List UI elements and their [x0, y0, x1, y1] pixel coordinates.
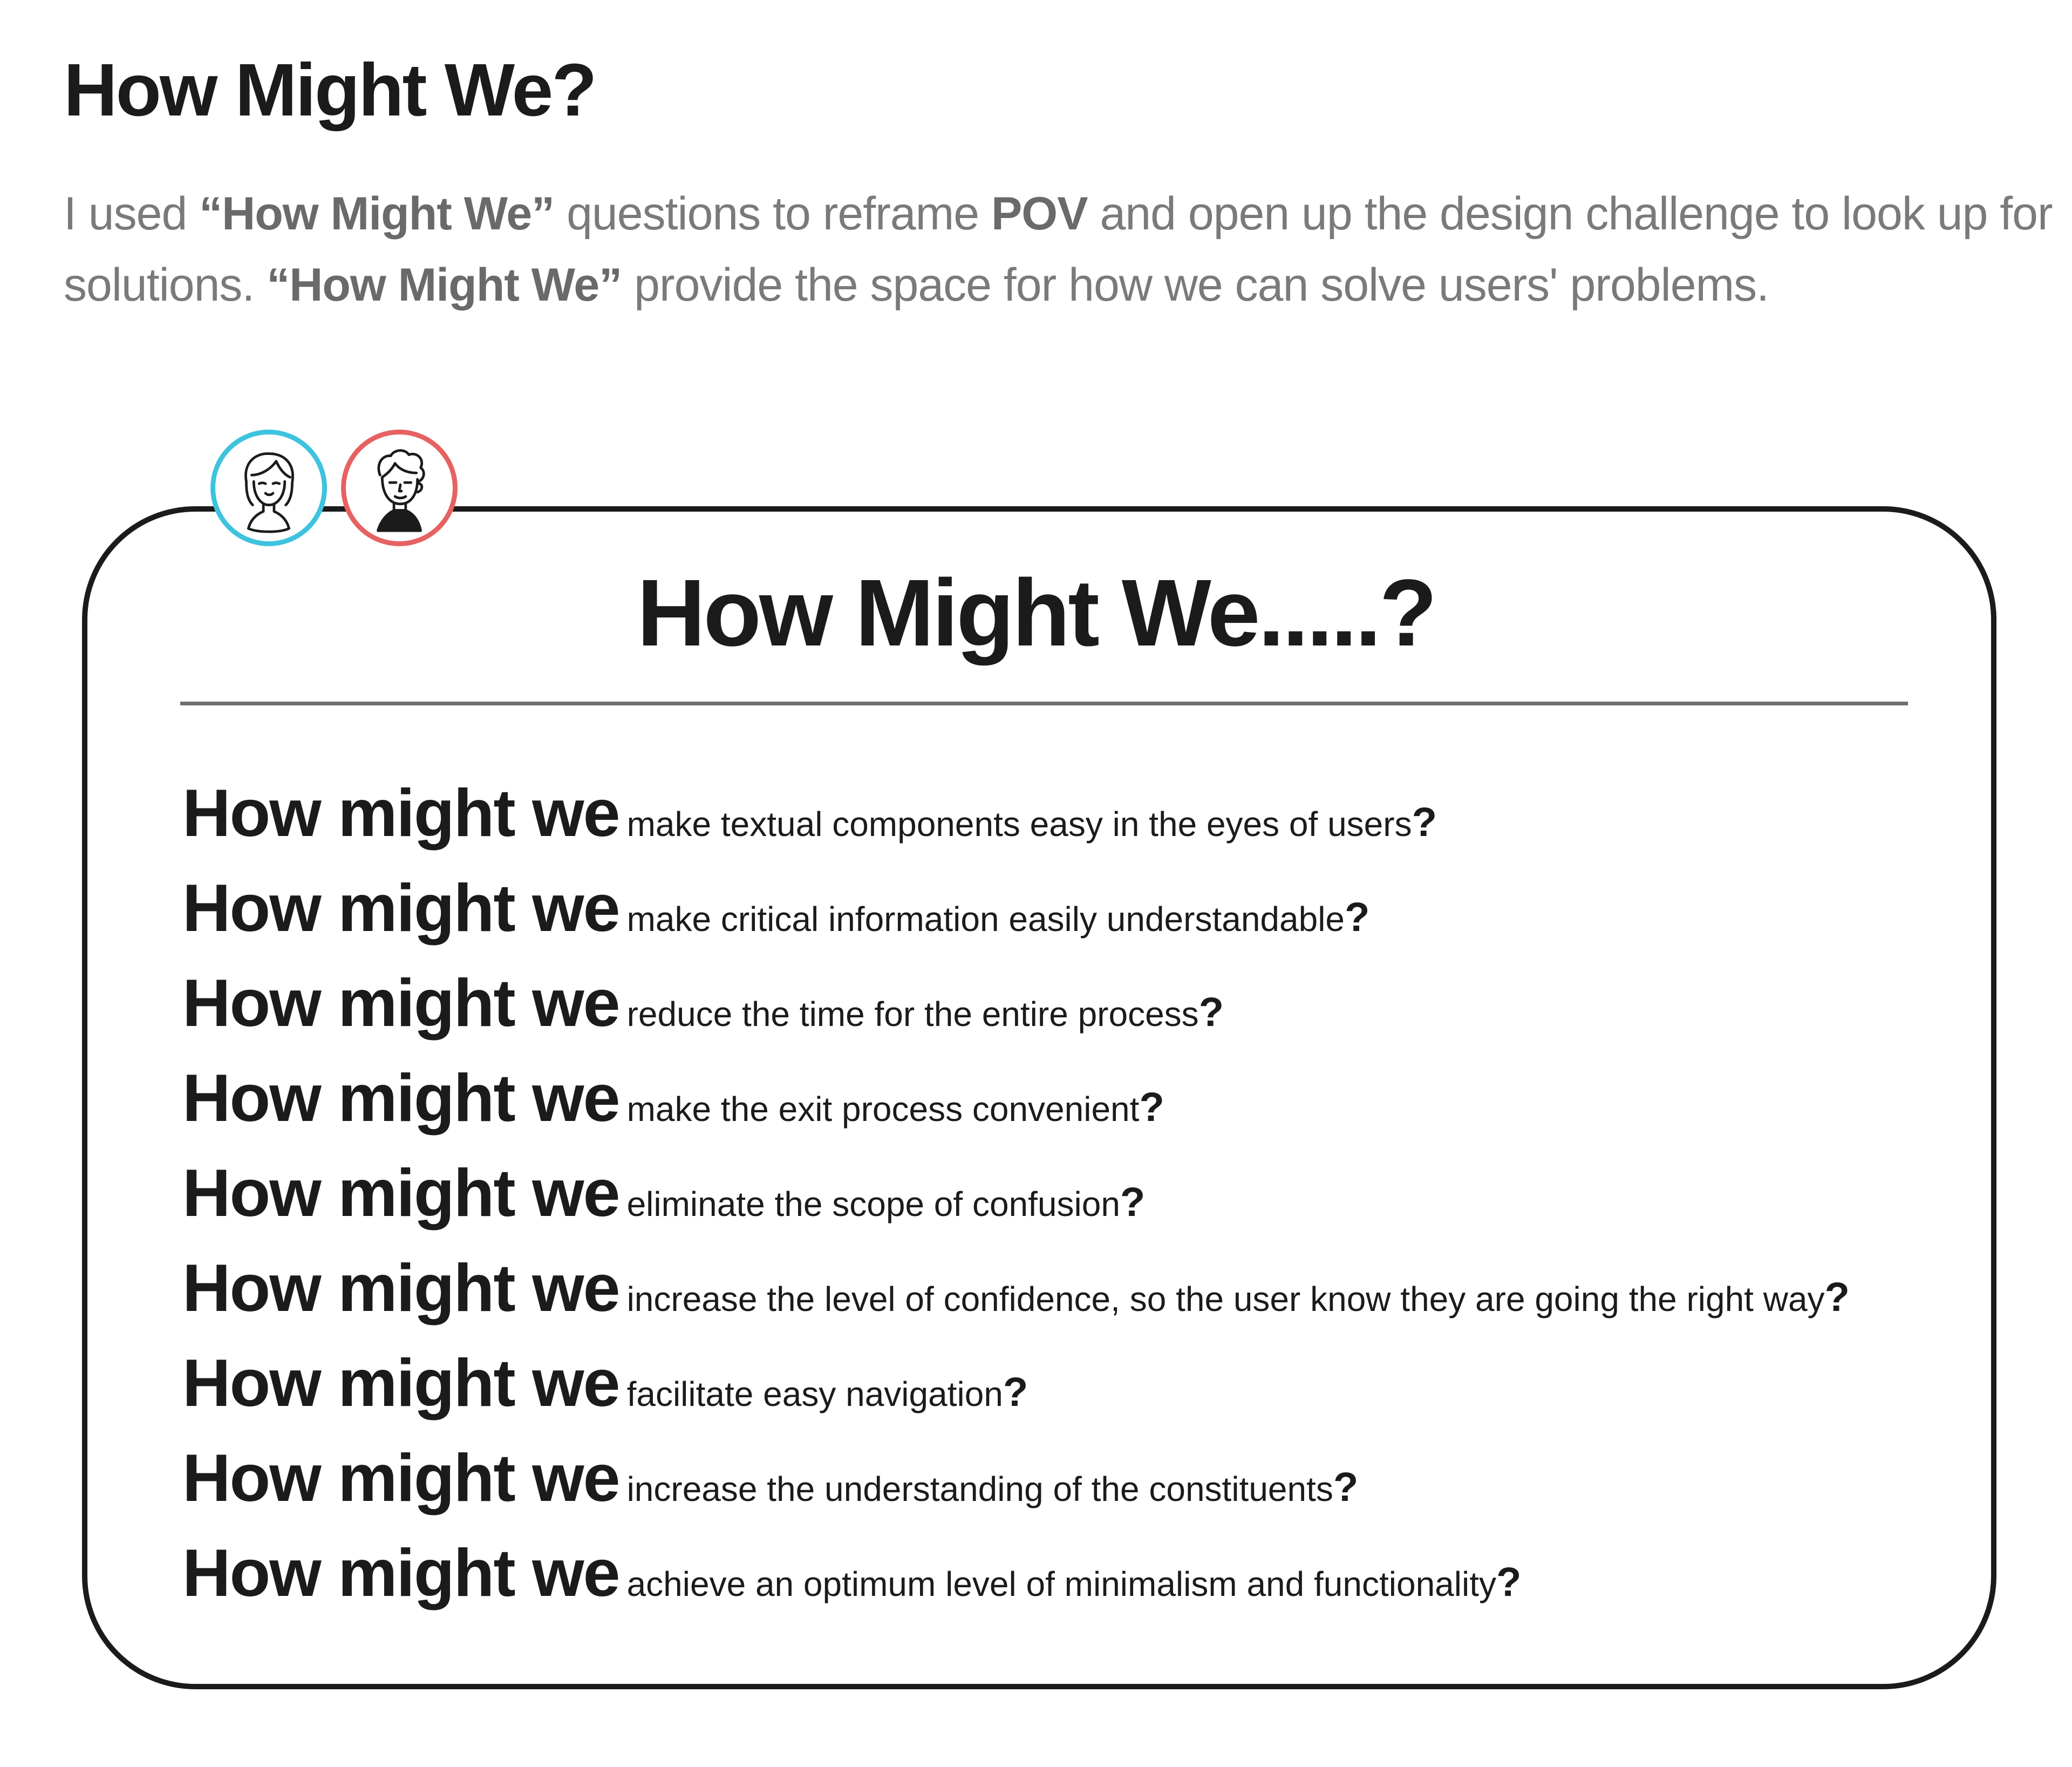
list-item [182, 773, 1850, 868]
hmw-lead: How might we [182, 1061, 619, 1136]
hmw-lead: How might we [182, 1441, 619, 1515]
question-mark: ? [1120, 1179, 1146, 1225]
card-title: How Might We.....? [637, 560, 1435, 666]
question-mark: ? [1003, 1369, 1028, 1415]
hmw-lead: How might we [182, 1251, 619, 1326]
hmw-question: make the exit process convenient [626, 1090, 1140, 1129]
hmw-lead: How might we [182, 1346, 619, 1421]
hmw-question: make critical information easily understandable [626, 900, 1345, 939]
list-item [182, 1248, 1850, 1343]
intro-text: and open up the design challenge to look up for solutions. [64, 188, 2053, 311]
question-mark: ? [1824, 1274, 1850, 1320]
intro-bold-hmw: “How Might We” [199, 188, 555, 240]
intro-text: questions to reframe [554, 188, 991, 240]
question-mark: ? [1412, 799, 1437, 845]
question-mark: ? [1139, 1084, 1164, 1130]
intro-bold-hmw: “How Might We” [267, 259, 622, 311]
divider [180, 702, 1908, 705]
hmw-question: achieve an optimum level of minimalism and functionality [626, 1565, 1496, 1603]
list-item [182, 1153, 1850, 1248]
hmw-question: increase the level of confidence, so the user know they are going the right way [626, 1280, 1825, 1319]
list-item [182, 963, 1850, 1058]
page-title: How Might We? [64, 49, 596, 132]
question-mark: ? [1345, 894, 1370, 940]
list-item [182, 1438, 1850, 1533]
hmw-lead: How might we [182, 871, 619, 946]
intro-bold-pov: POV [991, 188, 1088, 240]
list-item [182, 1058, 1850, 1153]
hmw-question: facilitate easy navigation [626, 1375, 1003, 1413]
hmw-lead: How might we [182, 776, 619, 851]
question-mark: ? [1496, 1559, 1522, 1605]
intro-text: provide the space for how we can solve users' problems. [622, 259, 1769, 311]
intro-paragraph [64, 178, 2060, 321]
hmw-question: reduce the time for the entire process [626, 995, 1199, 1034]
hmw-lead: How might we [182, 1156, 619, 1231]
hmw-lead: How might we [182, 966, 619, 1041]
man-face-icon [341, 430, 458, 546]
list-item [182, 868, 1850, 963]
hmw-question: make textual components easy in the eyes of users [626, 805, 1412, 844]
intro-text: I used [64, 188, 200, 240]
hmw-list [182, 773, 1850, 1628]
list-item [182, 1533, 1850, 1628]
hmw-lead: How might we [182, 1536, 619, 1610]
list-item [182, 1343, 1850, 1438]
hmw-question: increase the understanding of the constituents [626, 1470, 1333, 1508]
hmw-question: eliminate the scope of confusion [626, 1185, 1120, 1224]
woman-face-icon [210, 430, 327, 546]
question-mark: ? [1198, 989, 1224, 1035]
question-mark: ? [1333, 1464, 1359, 1510]
